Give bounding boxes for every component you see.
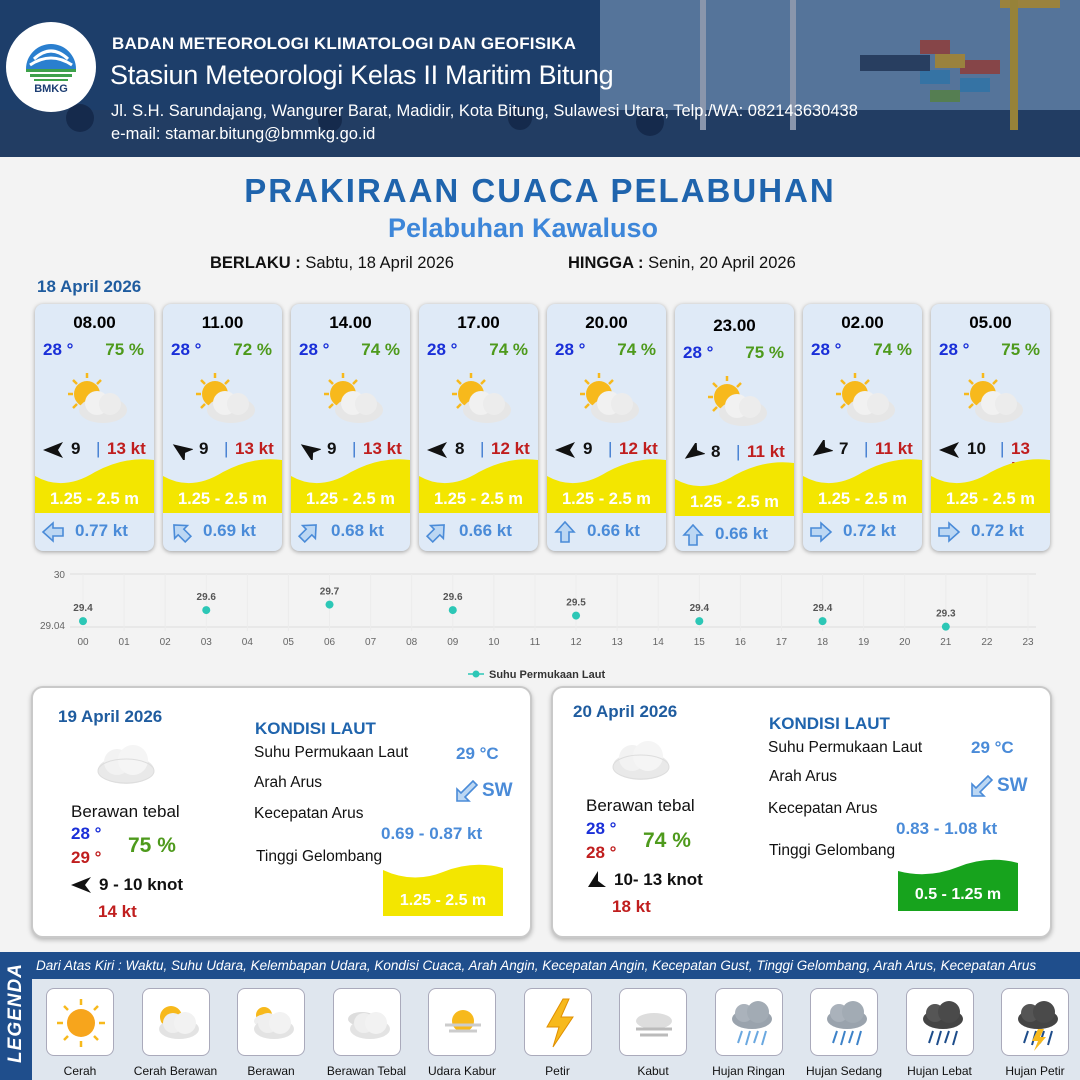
wind-speed: 7 bbox=[839, 439, 849, 458]
sst-value: 29 °C bbox=[456, 744, 499, 763]
legend-item bbox=[142, 988, 210, 1056]
hujan-petir-icon bbox=[1008, 995, 1064, 1051]
panel-wind: 10- 13 knot bbox=[614, 870, 703, 889]
card-temp: 28 ° bbox=[171, 340, 202, 359]
sst-point-label: 29.4 bbox=[689, 603, 710, 615]
x-tick-label: 23 bbox=[1022, 637, 1034, 648]
sst-point bbox=[942, 623, 950, 631]
wave-height: 1.25 - 2.5 m bbox=[818, 490, 907, 508]
bmkg-emblem-icon bbox=[22, 39, 80, 81]
legend-title: LEGENDA bbox=[5, 963, 26, 1063]
separator: | bbox=[224, 439, 229, 458]
hujan-lebat-icon bbox=[913, 995, 969, 1051]
panel-condition: Berawan tebal bbox=[71, 802, 180, 821]
current-direction-icon bbox=[425, 521, 449, 543]
forecast-card bbox=[291, 304, 410, 551]
sst-point bbox=[819, 617, 827, 625]
card-current bbox=[681, 523, 793, 547]
card-current bbox=[297, 520, 409, 544]
wave-label: Tinggi Gelombang bbox=[256, 848, 383, 865]
legend-marker bbox=[473, 671, 480, 678]
forecast-card bbox=[419, 304, 538, 551]
logo-text: BMKG bbox=[34, 83, 68, 95]
gust-speed: 13 kt bbox=[363, 439, 402, 458]
x-tick-label: 01 bbox=[118, 637, 130, 648]
card-temp: 28 ° bbox=[683, 343, 714, 362]
legend-item bbox=[333, 988, 401, 1056]
panel-temp-min: 28 ° bbox=[71, 824, 102, 843]
sst-point bbox=[695, 617, 703, 625]
valid-to-label: HINGGA : bbox=[568, 254, 644, 272]
current-speed: 0.72 kt bbox=[971, 521, 1024, 540]
legend-item bbox=[46, 988, 114, 1056]
wind-arrow-icon bbox=[71, 876, 93, 894]
card-humidity: 75 % bbox=[105, 340, 144, 359]
x-tick-label: 22 bbox=[981, 637, 993, 648]
sst-point bbox=[572, 612, 580, 620]
panel-gust: 18 kt bbox=[612, 897, 651, 916]
x-tick-label: 18 bbox=[817, 637, 829, 648]
x-tick-label: 19 bbox=[858, 637, 870, 648]
cerah-berawan-icon bbox=[191, 370, 257, 428]
forecast-card bbox=[675, 304, 794, 551]
card-time: 05.00 bbox=[969, 313, 1012, 332]
x-tick-label: 02 bbox=[159, 637, 171, 648]
legend-item-label: Petir bbox=[545, 1064, 570, 1078]
cerah-icon bbox=[53, 995, 109, 1051]
sst-chart bbox=[0, 558, 1080, 688]
current-direction-icon bbox=[169, 521, 193, 543]
legend-item bbox=[524, 988, 592, 1056]
cerah-berawan-icon bbox=[959, 370, 1025, 428]
sst-point-label: 29.5 bbox=[566, 597, 586, 609]
port-name: Pelabuhan Kawaluso bbox=[387, 213, 659, 243]
current-speed: 0.77 kt bbox=[75, 521, 128, 540]
panel-wave-value: 1.25 - 2.5 m bbox=[399, 892, 487, 909]
forecast-card bbox=[931, 304, 1050, 551]
hujan-sedang-icon bbox=[817, 995, 873, 1051]
x-tick-label: 07 bbox=[365, 637, 377, 648]
current-speed: 0.66 kt bbox=[587, 521, 640, 540]
wind-speed: 8 bbox=[711, 442, 721, 461]
panel-humidity: 74 % bbox=[643, 829, 691, 852]
y-tick-label: 30 bbox=[53, 570, 65, 581]
current-dir-label: Arah Arus bbox=[769, 768, 838, 785]
card-time: 08.00 bbox=[73, 313, 116, 332]
separator: | bbox=[1000, 439, 1005, 458]
separator: | bbox=[736, 442, 741, 461]
legend-item-label: Hujan Ringan bbox=[712, 1064, 785, 1078]
current-direction-icon bbox=[809, 521, 833, 543]
legend bbox=[0, 952, 1080, 1080]
wind-speed: 8 bbox=[455, 439, 465, 458]
current-direction-icon bbox=[553, 521, 577, 543]
card-humidity: 75 % bbox=[745, 343, 784, 362]
page-title: PRAKIRAAN CUACA PELABUHAN bbox=[244, 172, 836, 209]
legend-item-label: Berawan bbox=[247, 1064, 295, 1078]
wind-speed: 9 bbox=[327, 439, 337, 458]
wave-label: Tinggi Gelombang bbox=[769, 842, 896, 859]
cerah-berawan-icon bbox=[703, 373, 769, 431]
card-time: 23.00 bbox=[713, 316, 756, 335]
legend-item bbox=[619, 988, 687, 1056]
card-temp: 28 ° bbox=[299, 340, 330, 359]
sst-point bbox=[79, 617, 87, 625]
card-current bbox=[937, 520, 1049, 544]
forecast-card bbox=[163, 304, 282, 551]
petir-icon bbox=[531, 995, 587, 1051]
x-tick-label: 12 bbox=[570, 637, 582, 648]
panel-temp-max: 29 ° bbox=[71, 848, 102, 867]
sst-point bbox=[449, 606, 457, 614]
gust-speed: 11 kt bbox=[875, 439, 913, 458]
legend-item bbox=[810, 988, 878, 1056]
panel-condition: Berawan tebal bbox=[586, 796, 695, 815]
day1-date: 18 April 2026 bbox=[37, 277, 142, 296]
gust-speed: 13 bbox=[1011, 439, 1030, 458]
legend-label: Suhu Permukaan Laut bbox=[489, 669, 606, 681]
sst-point-label: 29.6 bbox=[443, 592, 463, 604]
cerah-berawan-icon bbox=[319, 370, 385, 428]
kondisi-laut-heading: KONDISI LAUT bbox=[255, 719, 376, 738]
card-time: 11.00 bbox=[201, 313, 244, 332]
kabut-icon bbox=[626, 995, 682, 1051]
station-name: Stasiun Meteorologi Kelas II Maritim Bitung bbox=[110, 60, 614, 90]
legend-item-label: Berawan Tebal bbox=[326, 1064, 407, 1078]
x-tick-label: 00 bbox=[77, 637, 89, 648]
berawan-icon bbox=[244, 995, 300, 1051]
legend-item-label: Hujan Petir bbox=[1005, 1064, 1065, 1078]
wave-height: 1.25 - 2.5 m bbox=[946, 490, 1035, 508]
separator: | bbox=[864, 439, 869, 458]
gust-speed: 12 kt bbox=[491, 439, 530, 458]
legend-item bbox=[237, 988, 305, 1056]
legend-item bbox=[1001, 988, 1069, 1056]
wind-speed: 9 bbox=[199, 439, 209, 458]
legend-item-label: Hujan Lebat bbox=[907, 1064, 972, 1078]
current-speed-value: 0.83 - 1.08 kt bbox=[896, 819, 998, 838]
legend-item-label: Cerah Berawan bbox=[133, 1064, 218, 1078]
header-banner bbox=[0, 0, 1080, 157]
current-direction-icon bbox=[454, 778, 480, 804]
sst-point-label: 29.7 bbox=[319, 586, 340, 598]
current-speed: 0.66 kt bbox=[459, 521, 512, 540]
separator: | bbox=[352, 439, 357, 458]
wave-height: 1.25 - 2.5 m bbox=[434, 490, 523, 508]
card-humidity: 74 % bbox=[489, 340, 528, 359]
y-tick-label: 29.04 bbox=[39, 621, 65, 632]
gust-speed: 13 kt bbox=[107, 439, 146, 458]
card-humidity: 72 % bbox=[233, 340, 272, 359]
separator: | bbox=[480, 439, 485, 458]
gust-speed: 12 kt bbox=[619, 439, 658, 458]
sst-point-label: 29.4 bbox=[812, 603, 833, 615]
card-humidity: 74 % bbox=[873, 340, 912, 359]
legend-item bbox=[906, 988, 974, 1056]
cerah-berawan-icon bbox=[831, 370, 897, 428]
legend-item-label: Udara Kabur bbox=[427, 1064, 497, 1078]
panel-temp-min: 28 ° bbox=[586, 819, 617, 838]
day-panel-20 bbox=[551, 686, 1052, 938]
x-tick-label: 17 bbox=[775, 637, 788, 648]
current-speed-label: Kecepatan Arus bbox=[768, 800, 878, 817]
wind-arrow-icon bbox=[586, 871, 608, 889]
x-tick-label: 06 bbox=[323, 637, 336, 648]
station-address: Jl. S.H. Sarundajang, Wangurer Barat, Madidir, Kota Bitung, Sulawesi Utara, Telp./WA: 082143630438 bbox=[111, 102, 858, 120]
cerah-berawan-icon bbox=[149, 995, 205, 1051]
bmkg-logo bbox=[6, 22, 96, 112]
sst-point-label: 29.6 bbox=[196, 592, 216, 604]
agency-name: BADAN METEOROLOGI KLIMATOLOGI DAN GEOFISIKA bbox=[112, 34, 577, 53]
separator: | bbox=[608, 439, 613, 458]
sst-point bbox=[202, 606, 210, 614]
panel-temp-max: 28 ° bbox=[586, 843, 617, 862]
sst-label: Suhu Permukaan Laut bbox=[768, 739, 923, 756]
x-tick-label: 21 bbox=[940, 637, 952, 648]
card-temp: 28 ° bbox=[427, 340, 458, 359]
forecast-card bbox=[803, 304, 922, 551]
panel-wind: 9 - 10 knot bbox=[99, 875, 184, 894]
card-time: 14.00 bbox=[329, 313, 372, 332]
sst-point-label: 29.4 bbox=[73, 603, 93, 615]
current-speed-value: 0.69 - 0.87 kt bbox=[381, 824, 483, 843]
current-dir-value: SW bbox=[997, 775, 1028, 796]
hujan-ringan-icon bbox=[722, 995, 778, 1051]
valid-from bbox=[210, 254, 454, 273]
day-panel-19 bbox=[31, 686, 532, 938]
card-current bbox=[425, 520, 537, 544]
sst-point-label: 29.3 bbox=[936, 608, 956, 620]
wave-height: 1.25 - 2.5 m bbox=[178, 490, 267, 508]
wind-speed: 9 bbox=[583, 439, 593, 458]
legend-description: Dari Atas Kiri : Waktu, Suhu Udara, Kelembapan Udara, Kondisi Cuaca, Arah Angin, Kecepatan Angin, Kecepatan Gust, Tinggi Gelombang, Arah Arus, Kecepatan Arus bbox=[32, 952, 1080, 979]
card-humidity: 75 % bbox=[1001, 340, 1040, 359]
x-tick-label: 04 bbox=[241, 637, 253, 648]
chart-legend bbox=[468, 669, 605, 681]
cerah-berawan-icon bbox=[575, 370, 641, 428]
current-direction-icon bbox=[681, 524, 705, 546]
current-speed: 0.66 kt bbox=[715, 524, 768, 543]
x-tick-label: 09 bbox=[447, 637, 459, 648]
card-humidity: 74 % bbox=[361, 340, 400, 359]
x-tick-label: 20 bbox=[899, 637, 911, 648]
cerah-berawan-icon bbox=[63, 370, 129, 428]
panel-humidity: 75 % bbox=[128, 834, 176, 857]
card-temp: 28 ° bbox=[939, 340, 970, 359]
wave-height: 1.25 - 2.5 m bbox=[690, 493, 779, 511]
current-direction-icon bbox=[297, 521, 321, 543]
legend-item bbox=[715, 988, 783, 1056]
current-dir-value: SW bbox=[482, 780, 513, 801]
sst-point bbox=[326, 601, 334, 609]
card-time: 02.00 bbox=[841, 313, 884, 332]
forecast-card bbox=[547, 304, 666, 551]
sst-value: 29 °C bbox=[971, 738, 1014, 757]
legend-item bbox=[428, 988, 496, 1056]
cerah-berawan-icon bbox=[447, 370, 513, 428]
card-temp: 28 ° bbox=[555, 340, 586, 359]
current-direction-icon bbox=[937, 521, 961, 543]
panel-wave-value: 0.5 - 1.25 m bbox=[914, 886, 1002, 903]
card-current bbox=[553, 520, 665, 544]
valid-from-value: Sabtu, 18 April 2026 bbox=[305, 254, 454, 272]
card-time: 20.00 bbox=[585, 313, 628, 332]
panel-gust: 14 kt bbox=[98, 902, 137, 921]
udara-kabur-icon bbox=[435, 995, 491, 1051]
x-tick-label: 16 bbox=[734, 637, 746, 648]
valid-to bbox=[568, 254, 796, 273]
current-direction-icon bbox=[41, 521, 65, 543]
wave-height: 1.25 - 2.5 m bbox=[306, 490, 395, 508]
card-current bbox=[809, 520, 921, 544]
x-tick-label: 08 bbox=[406, 637, 418, 648]
x-tick-label: 05 bbox=[282, 637, 294, 648]
current-speed: 0.69 kt bbox=[203, 521, 256, 540]
card-time: 17.00 bbox=[457, 313, 500, 332]
wind-speed: 10 bbox=[967, 439, 986, 458]
card-humidity: 74 % bbox=[617, 340, 656, 359]
sst-label: Suhu Permukaan Laut bbox=[254, 744, 409, 761]
berawan-tebal-icon bbox=[91, 740, 161, 788]
card-current bbox=[169, 520, 281, 544]
current-speed: 0.68 kt bbox=[331, 521, 384, 540]
legend-item-label: Kabut bbox=[637, 1064, 669, 1078]
wave-height: 1.25 - 2.5 m bbox=[50, 490, 139, 508]
current-speed: 0.72 kt bbox=[843, 521, 896, 540]
legend-item-label: Cerah bbox=[63, 1064, 97, 1078]
gust-speed: 11 kt bbox=[747, 442, 785, 461]
valid-to-value: Senin, 20 April 2026 bbox=[648, 254, 796, 272]
legend-side-bar bbox=[0, 952, 32, 1080]
berawan-tebal-icon bbox=[340, 995, 396, 1051]
separator: | bbox=[96, 439, 101, 458]
x-tick-label: 14 bbox=[652, 637, 664, 648]
card-temp: 28 ° bbox=[43, 340, 74, 359]
x-tick-label: 03 bbox=[200, 637, 212, 648]
x-tick-label: 10 bbox=[488, 637, 500, 648]
card-current bbox=[41, 520, 153, 544]
station-email[interactable]: e-mail: stamar.bitung@bmmkg.go.id bbox=[111, 125, 376, 143]
wave-height: 1.25 - 2.5 m bbox=[562, 490, 651, 508]
panel-date: 20 April 2026 bbox=[573, 702, 678, 721]
valid-from-label: BERLAKU : bbox=[210, 254, 301, 272]
x-tick-label: 11 bbox=[529, 637, 541, 648]
legend-item-label: Hujan Sedang bbox=[805, 1064, 883, 1078]
panel-date: 19 April 2026 bbox=[58, 707, 163, 726]
current-dir-label: Arah Arus bbox=[254, 774, 323, 791]
x-tick-label: 15 bbox=[693, 637, 705, 648]
forecast-card bbox=[35, 304, 154, 551]
gust-speed: 13 kt bbox=[235, 439, 274, 458]
kondisi-laut-heading: KONDISI LAUT bbox=[769, 714, 890, 733]
wind-speed: 9 bbox=[71, 439, 81, 458]
current-direction-icon bbox=[969, 773, 995, 799]
current-speed-label: Kecepatan Arus bbox=[254, 805, 364, 822]
x-tick-label: 13 bbox=[611, 637, 623, 648]
berawan-tebal-icon bbox=[606, 736, 676, 784]
card-temp: 28 ° bbox=[811, 340, 842, 359]
